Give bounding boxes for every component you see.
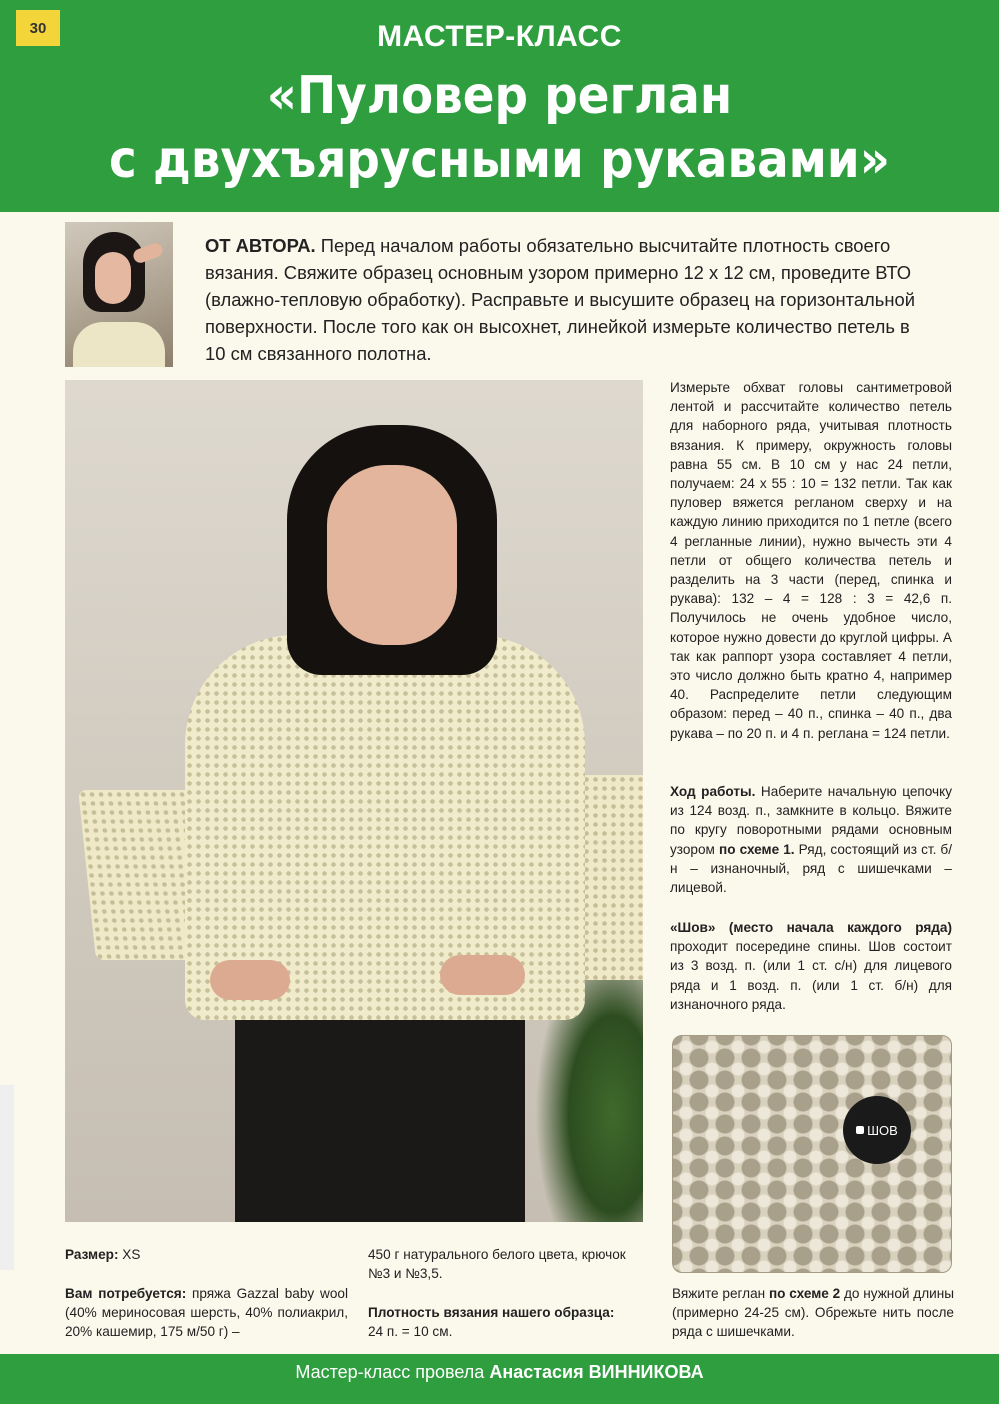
square-icon [856,1126,864,1134]
density-spec: Плотность вязания нашего образца: 24 п. = 10 см. [368,1305,615,1340]
seam-badge: ШОВ [843,1096,911,1164]
intro-lead: ОТ АВТОРА. [205,235,316,256]
raglan-paragraph: Вяжите реглан по схеме 2 до нужной длины (примерно 24-25 см). Обрежьте нить после ряда с шишечками. [672,1286,954,1340]
workflow-paragraph: Ход работы. Наберите начальную цепочку из 124 возд. п., замкните в кольцо. Вяжите по кругу поворотными рядами основным узором по схеме 1. Ряд, состоящий из ст. б/н – изнаночный, ряд с шишечками – лицевой. [670,784,952,896]
materials-continued: 450 г натурального белого цвета, крючок №3 и №3,5. [368,1247,626,1282]
stitch-swatch-photo [672,1035,952,1273]
materials-spec: Вам потребуется: пряжа Gazzal baby wool (40% мериносовая шерсть, 40% полиакрил, 20% кашемир, 175 м/50 г) – [65,1286,348,1340]
workflow-lead: Ход работы. [670,784,756,799]
header-banner [0,0,999,212]
author-portrait [65,222,173,367]
seam-lead: «Шов» (место начала каждого ряда) [670,920,952,935]
page-edge-tab [0,1085,14,1270]
gauge-paragraph: Измерьте обхват головы сантиметровой лентой и рассчитайте количество петель для наборного ряда, учитывая плотность вязания. К примеру, окружность головы равна 55 см. В 10 см у нас 24 петли, получаем: 24 х 55 : 10 = 132 петли. Так как пуловер вяжется регланом сверху и на каждую линию приходится по 1 петле (всего 4 регланные линии), нужно вычесть эти 4 петли от общего количества петель и разделить на 3 части (перед, спинка и рукава): 132 – 4 = 128 : 3 = 42,6 п. Получилось не очень удобное число, которое нужно довести до круглой цифры. А так как раппорт узора составляет 4 петли, это число должно быть кратно 4, например 40. Распределите петли следующим образом: перед – 40 п., спинка – 40 п., два рукава – по 20 п. и 4 п. реглана = 124 петли. [670,380,952,741]
page-number: 30 [16,10,60,46]
title-line-1: «Пуловер реглан [266,66,733,126]
page-title [50,64,949,192]
size-spec: Размер: XS [65,1247,141,1262]
main-photo [65,380,643,1222]
section-kicker: МАСТЕР-КЛАСС [377,20,622,53]
author-intro [205,232,935,367]
title-line-2: с двухъярусными рукавами» [109,130,890,190]
seam-paragraph: «Шов» (место начала каждого ряда) проходит посередине спины. Шов состоит из 3 возд. п. (или 1 ст. с/н) для лицевого ряда и 1 возд. п. (или 1 ст. б/н) для изнаночного ряда. [670,920,952,1012]
footer-banner: Мастер-класс провела Анастасия ВИННИКОВА [0,1354,999,1404]
intro-text: Перед началом работы обязательно высчитайте плотность своего вязания. Свяжите образец основным узором примерно 12 х 12 см, проведите ВТО (влажно-тепловую обработку). Расправьте и высушите образец на горизонтальной поверхности. После того как он высохнет, линейкой измерьте количество петель в 10 см связанного полотна. [205,235,916,364]
author-name: Анастасия ВИННИКОВА [489,1362,704,1382]
